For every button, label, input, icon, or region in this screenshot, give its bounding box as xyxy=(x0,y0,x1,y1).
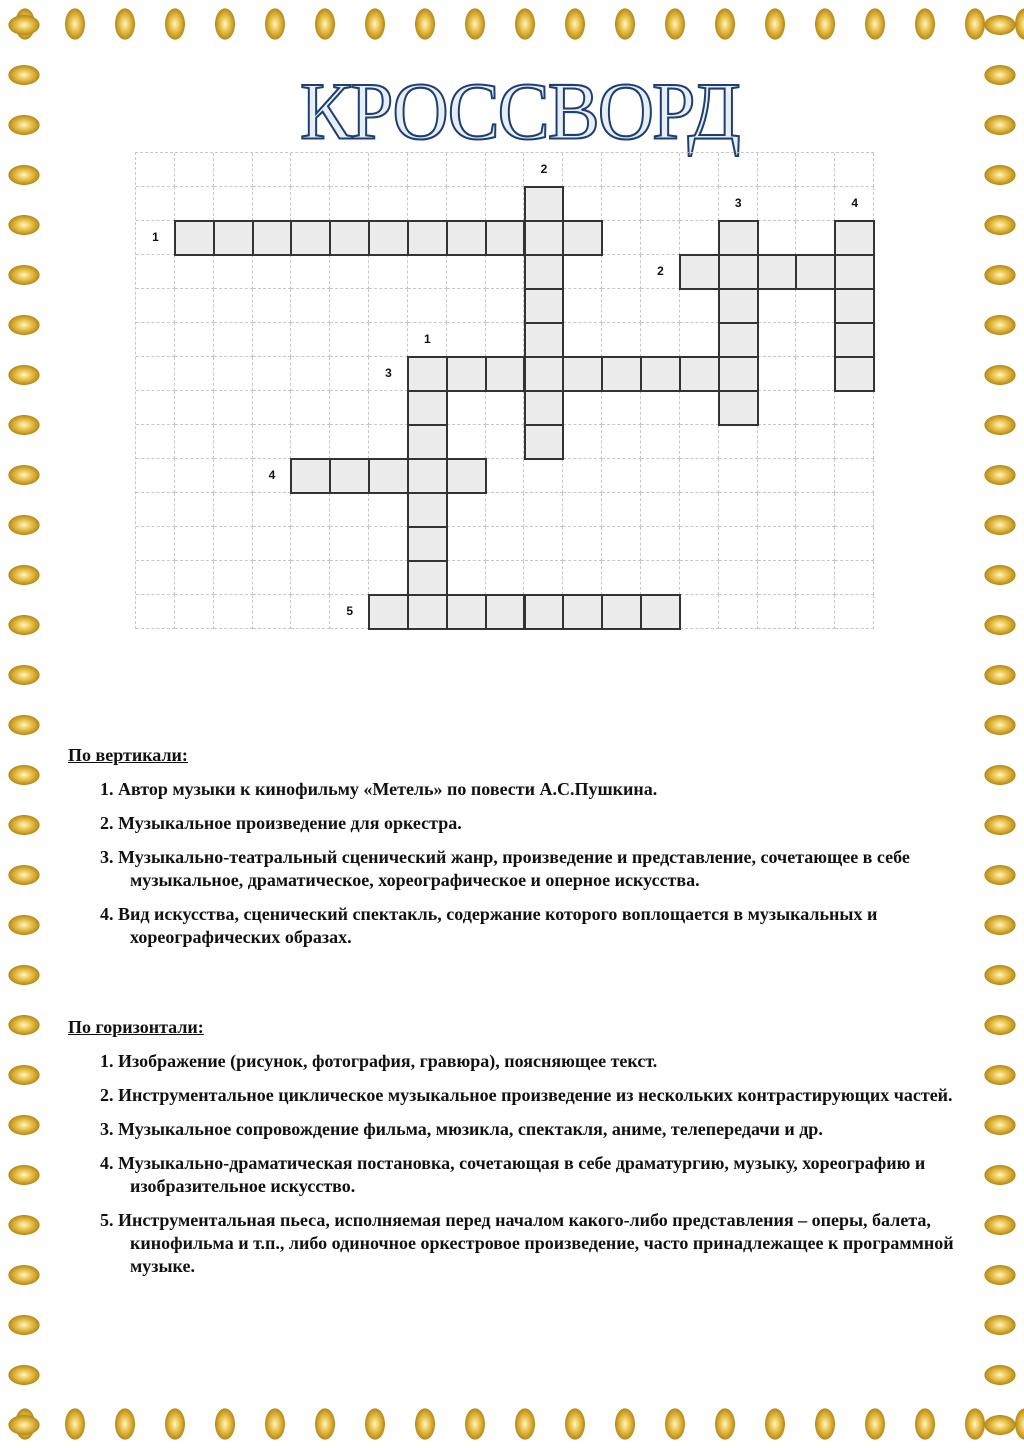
grid-background-cell xyxy=(602,255,641,289)
grid-background-cell xyxy=(563,187,602,221)
answer-cell[interactable] xyxy=(757,254,798,290)
answer-cell[interactable] xyxy=(407,356,448,392)
grid-background-cell xyxy=(602,459,641,493)
grid-background-cell xyxy=(758,187,797,221)
grid-background-cell xyxy=(408,255,447,289)
answer-cell[interactable] xyxy=(834,288,875,324)
grid-background-cell xyxy=(136,595,175,629)
grid-background-cell xyxy=(525,459,564,493)
grid-background-cell xyxy=(680,425,719,459)
grid-background-cell xyxy=(447,425,486,459)
grid-background-cell xyxy=(680,595,719,629)
grid-background-cell xyxy=(719,493,758,527)
grid-background-cell xyxy=(175,323,214,357)
grid-background-cell xyxy=(253,425,292,459)
grid-background-cell xyxy=(680,561,719,595)
answer-cell[interactable] xyxy=(834,322,875,358)
answer-cell[interactable] xyxy=(407,390,448,426)
grid-background-cell xyxy=(253,561,292,595)
answer-cell[interactable] xyxy=(407,560,448,596)
answer-cell[interactable] xyxy=(524,322,565,358)
across-clue-2: 2. Инструментальное циклическое музыкальное произведение из нескольких контрастирующих частей. xyxy=(100,1085,953,1105)
grid-background-cell xyxy=(214,561,253,595)
grid-background-cell xyxy=(214,527,253,561)
grid-background-cell xyxy=(796,459,835,493)
grid-background-cell xyxy=(641,391,680,425)
answer-cell[interactable] xyxy=(834,356,875,392)
grid-background-cell xyxy=(175,153,214,187)
answer-cell[interactable] xyxy=(524,220,565,256)
answer-cell[interactable] xyxy=(329,458,370,494)
grid-background-cell xyxy=(602,391,641,425)
answer-cell[interactable] xyxy=(329,220,370,256)
grid-background-cell xyxy=(719,561,758,595)
grid-background-cell xyxy=(758,459,797,493)
grid-background-cell xyxy=(175,527,214,561)
grid-background-cell xyxy=(369,493,408,527)
grid-background-cell xyxy=(253,595,292,629)
answer-cell[interactable] xyxy=(407,492,448,528)
grid-background-cell xyxy=(330,425,369,459)
answer-cell[interactable] xyxy=(368,220,409,256)
grid-background-cell xyxy=(680,153,719,187)
grid-background-cell xyxy=(796,493,835,527)
crossword-grid xyxy=(135,152,874,629)
down-clue-3: 3. Музыкально-театральный сценический жанр, произведение и представление, сочетающее в себе музыкальное, драматическое, хореографическое и оперное искусства. xyxy=(100,847,910,890)
gold-frame-top xyxy=(0,0,1024,48)
grid-background-cell xyxy=(369,153,408,187)
grid-background-cell xyxy=(136,187,175,221)
answer-cell[interactable] xyxy=(407,594,448,630)
clue-number-across-3: 3 xyxy=(385,366,392,380)
grid-background-cell xyxy=(175,425,214,459)
grid-background-cell xyxy=(758,153,797,187)
answer-cell[interactable] xyxy=(718,254,759,290)
grid-background-cell xyxy=(796,289,835,323)
grid-background-cell xyxy=(330,153,369,187)
grid-background-cell xyxy=(641,493,680,527)
answer-cell[interactable] xyxy=(213,220,254,256)
grid-background-cell xyxy=(369,425,408,459)
grid-background-cell xyxy=(175,391,214,425)
grid-background-cell xyxy=(758,323,797,357)
down-clue-4: 4. Вид искусства, сценический спектакль, содержание которого воплощается в музыкальных и хореографических образах. xyxy=(100,904,878,947)
grid-background-cell xyxy=(214,425,253,459)
clue-number-down-3: 3 xyxy=(734,196,742,210)
grid-background-cell xyxy=(369,323,408,357)
answer-cell[interactable] xyxy=(485,594,526,630)
answer-cell[interactable] xyxy=(407,220,448,256)
answer-cell[interactable] xyxy=(601,594,642,630)
grid-background-cell xyxy=(447,323,486,357)
grid-background-cell xyxy=(525,561,564,595)
grid-background-cell xyxy=(253,323,292,357)
grid-background-cell xyxy=(796,527,835,561)
grid-background-cell xyxy=(486,187,525,221)
clue-number-down-4: 4 xyxy=(851,196,859,210)
page-title: КРОССВОРД xyxy=(300,64,739,157)
grid-background-cell xyxy=(369,391,408,425)
answer-cell[interactable] xyxy=(524,186,565,222)
clue-number-across-2: 2 xyxy=(657,264,664,278)
grid-background-cell xyxy=(563,425,602,459)
down-clues xyxy=(68,744,958,960)
down-clue-2: 2. Музыкальное произведение для оркестра. xyxy=(100,813,462,833)
clue-number-across-4: 4 xyxy=(268,468,276,482)
grid-background-cell xyxy=(563,459,602,493)
answer-cell[interactable] xyxy=(562,220,603,256)
grid-background-cell xyxy=(291,323,330,357)
grid-background-cell xyxy=(253,187,292,221)
grid-background-cell xyxy=(214,357,253,391)
grid-background-cell xyxy=(136,459,175,493)
answer-cell[interactable] xyxy=(524,594,565,630)
grid-background-cell xyxy=(291,255,330,289)
answer-cell[interactable] xyxy=(562,594,603,630)
grid-background-cell xyxy=(486,255,525,289)
grid-background-cell xyxy=(641,459,680,493)
grid-background-cell xyxy=(758,357,797,391)
gold-frame-bottom xyxy=(0,1400,1024,1448)
answer-cell[interactable] xyxy=(446,220,487,256)
answer-cell[interactable] xyxy=(834,220,875,256)
answer-cell[interactable] xyxy=(174,220,215,256)
across-clue-3: 3. Музыкальное сопровождение фильма, мюзикла, спектакля, аниме, телепередачи и др. xyxy=(100,1119,823,1139)
grid-background-cell xyxy=(796,357,835,391)
grid-background-cell xyxy=(175,459,214,493)
answer-cell[interactable] xyxy=(562,356,603,392)
grid-background-cell xyxy=(758,425,797,459)
across-heading: По горизонтали: xyxy=(68,1017,204,1037)
clue-number-across-5: 5 xyxy=(346,604,354,618)
grid-background-cell xyxy=(330,493,369,527)
grid-background-cell xyxy=(486,289,525,323)
answer-cell[interactable] xyxy=(834,254,875,290)
grid-background-cell xyxy=(369,561,408,595)
grid-background-cell xyxy=(758,527,797,561)
grid-background-cell xyxy=(602,493,641,527)
grid-background-cell xyxy=(758,561,797,595)
grid-background-cell xyxy=(680,187,719,221)
answer-cell[interactable] xyxy=(524,254,565,290)
grid-background-cell xyxy=(291,425,330,459)
grid-background-cell xyxy=(680,459,719,493)
grid-background-cell xyxy=(835,527,874,561)
grid-background-cell xyxy=(602,289,641,323)
grid-background-cell xyxy=(291,153,330,187)
grid-background-cell xyxy=(330,187,369,221)
grid-background-cell xyxy=(486,527,525,561)
answer-cell[interactable] xyxy=(407,526,448,562)
answer-cell[interactable] xyxy=(368,458,409,494)
grid-background-cell xyxy=(447,493,486,527)
grid-background-cell xyxy=(330,289,369,323)
grid-background-cell xyxy=(175,357,214,391)
grid-background-cell xyxy=(563,527,602,561)
grid-background-cell xyxy=(796,425,835,459)
grid-background-cell xyxy=(758,595,797,629)
grid-background-cell xyxy=(369,187,408,221)
grid-background-cell xyxy=(253,493,292,527)
grid-background-cell xyxy=(641,561,680,595)
grid-background-cell xyxy=(214,255,253,289)
grid-background-cell xyxy=(214,289,253,323)
answer-cell[interactable] xyxy=(795,254,836,290)
grid-background-cell xyxy=(136,391,175,425)
grid-background-cell xyxy=(796,323,835,357)
down-heading: По вертикали: xyxy=(68,745,188,765)
grid-background-cell xyxy=(486,561,525,595)
grid-background-cell xyxy=(835,425,874,459)
grid-background-cell xyxy=(214,595,253,629)
grid-background-cell xyxy=(175,187,214,221)
grid-background-cell xyxy=(719,527,758,561)
grid-background-cell xyxy=(330,323,369,357)
grid-background-cell xyxy=(369,255,408,289)
grid-background-cell xyxy=(758,221,797,255)
clue-number-down-1: 1 xyxy=(424,332,431,346)
grid-background-cell xyxy=(835,459,874,493)
answer-cell[interactable] xyxy=(679,356,720,392)
grid-background-cell xyxy=(563,493,602,527)
answer-cell[interactable] xyxy=(679,254,720,290)
grid-background-cell xyxy=(136,425,175,459)
grid-background-cell xyxy=(641,153,680,187)
grid-background-cell xyxy=(330,357,369,391)
grid-background-cell xyxy=(758,493,797,527)
answer-cell[interactable] xyxy=(718,220,759,256)
grid-background-cell xyxy=(291,493,330,527)
grid-background-cell xyxy=(291,527,330,561)
answer-cell[interactable] xyxy=(718,390,759,426)
answer-cell[interactable] xyxy=(252,220,293,256)
grid-background-cell xyxy=(835,153,874,187)
grid-background-cell xyxy=(486,391,525,425)
grid-background-cell xyxy=(175,289,214,323)
grid-background-cell xyxy=(175,561,214,595)
grid-background-cell xyxy=(253,527,292,561)
answer-cell[interactable] xyxy=(290,458,331,494)
grid-background-cell xyxy=(486,493,525,527)
answer-cell[interactable] xyxy=(485,220,526,256)
grid-background-cell xyxy=(136,323,175,357)
grid-background-cell xyxy=(253,255,292,289)
grid-background-cell xyxy=(680,527,719,561)
grid-background-cell xyxy=(719,595,758,629)
grid-background-cell xyxy=(680,289,719,323)
grid-background-cell xyxy=(369,289,408,323)
grid-background-cell xyxy=(758,391,797,425)
answer-cell[interactable] xyxy=(524,390,565,426)
grid-background-cell xyxy=(291,391,330,425)
grid-background-cell xyxy=(330,561,369,595)
grid-background-cell xyxy=(447,289,486,323)
grid-background-cell xyxy=(330,527,369,561)
grid-background-cell xyxy=(563,391,602,425)
grid-background-cell xyxy=(253,289,292,323)
grid-background-cell xyxy=(136,561,175,595)
answer-cell[interactable] xyxy=(524,356,565,392)
grid-background-cell xyxy=(719,459,758,493)
grid-background-cell xyxy=(835,561,874,595)
grid-background-cell xyxy=(136,357,175,391)
answer-cell[interactable] xyxy=(407,458,448,494)
grid-background-cell xyxy=(136,527,175,561)
grid-background-cell xyxy=(486,323,525,357)
grid-background-cell xyxy=(796,221,835,255)
grid-background-cell xyxy=(796,153,835,187)
answer-cell[interactable] xyxy=(640,594,681,630)
answer-cell[interactable] xyxy=(524,288,565,324)
grid-background-cell xyxy=(214,459,253,493)
grid-background-cell xyxy=(602,561,641,595)
clue-number-across-1: 1 xyxy=(152,230,159,244)
grid-background-cell xyxy=(291,561,330,595)
grid-background-cell xyxy=(486,153,525,187)
grid-background-cell xyxy=(136,255,175,289)
grid-background-cell xyxy=(214,153,253,187)
answer-cell[interactable] xyxy=(718,322,759,358)
grid-background-cell xyxy=(602,425,641,459)
gold-frame-left xyxy=(0,0,48,1448)
across-clues xyxy=(68,1016,958,1289)
grid-background-cell xyxy=(136,153,175,187)
grid-background-cell xyxy=(641,527,680,561)
grid-background-cell xyxy=(719,153,758,187)
grid-background-cell xyxy=(680,323,719,357)
grid-background-cell xyxy=(758,289,797,323)
grid-background-cell xyxy=(253,153,292,187)
grid-background-cell xyxy=(175,493,214,527)
answer-cell[interactable] xyxy=(446,458,487,494)
grid-background-cell xyxy=(796,391,835,425)
grid-background-cell xyxy=(602,527,641,561)
clue-number-down-2: 2 xyxy=(540,162,548,176)
answer-cell[interactable] xyxy=(601,356,642,392)
grid-background-cell xyxy=(291,595,330,629)
grid-background-cell xyxy=(563,561,602,595)
grid-background-cell xyxy=(447,255,486,289)
answer-cell[interactable] xyxy=(640,356,681,392)
grid-background-cell xyxy=(796,595,835,629)
grid-background-cell xyxy=(680,391,719,425)
grid-background-cell xyxy=(602,323,641,357)
grid-background-cell xyxy=(291,289,330,323)
grid-background-cell xyxy=(835,391,874,425)
grid-background-cell xyxy=(447,561,486,595)
answer-cell[interactable] xyxy=(446,356,487,392)
gold-frame-right xyxy=(976,0,1024,1448)
answer-cell[interactable] xyxy=(290,220,331,256)
grid-background-cell xyxy=(525,493,564,527)
grid-background-cell xyxy=(835,493,874,527)
grid-background-cell xyxy=(680,221,719,255)
answer-cell[interactable] xyxy=(446,594,487,630)
grid-background-cell xyxy=(602,187,641,221)
answer-cell[interactable] xyxy=(718,356,759,392)
grid-background-cell xyxy=(486,425,525,459)
answer-cell[interactable] xyxy=(368,594,409,630)
grid-background-cell xyxy=(563,323,602,357)
grid-background-cell xyxy=(796,187,835,221)
grid-background-cell xyxy=(447,527,486,561)
across-clue-4: 4. Музыкально-драматическая постановка, сочетающая в себе драматургию, музыку, хореографию и изобразительное искусство. xyxy=(100,1153,926,1196)
grid-background-cell xyxy=(563,153,602,187)
grid-background-cell xyxy=(330,391,369,425)
grid-background-cell xyxy=(447,391,486,425)
grid-background-cell xyxy=(214,187,253,221)
grid-background-cell xyxy=(408,187,447,221)
answer-cell[interactable] xyxy=(524,424,565,460)
grid-background-cell xyxy=(602,153,641,187)
grid-background-cell xyxy=(214,493,253,527)
grid-background-cell xyxy=(680,493,719,527)
grid-background-cell xyxy=(369,527,408,561)
grid-background-cell xyxy=(253,391,292,425)
grid-background-cell xyxy=(253,357,292,391)
grid-background-cell xyxy=(291,187,330,221)
grid-background-cell xyxy=(408,153,447,187)
grid-background-cell xyxy=(486,459,525,493)
grid-background-cell xyxy=(602,221,641,255)
grid-background-cell xyxy=(563,289,602,323)
grid-background-cell xyxy=(525,527,564,561)
grid-background-cell xyxy=(214,391,253,425)
grid-background-cell xyxy=(136,289,175,323)
down-clue-1: 1. Автор музыки к кинофильму «Метель» по повести А.С.Пушкина. xyxy=(100,779,658,799)
grid-background-cell xyxy=(447,153,486,187)
grid-background-cell xyxy=(175,255,214,289)
grid-background-cell xyxy=(214,323,253,357)
grid-background-cell xyxy=(408,289,447,323)
across-clue-5: 5. Инструментальная пьеса, исполняемая перед началом какого-либо представления – оперы, балета, кинофильма и т.п., либо одиночное оркестровое произведение, часто принадлежащее к программной музыке. xyxy=(100,1210,954,1276)
grid-background-cell xyxy=(641,425,680,459)
answer-cell[interactable] xyxy=(718,288,759,324)
across-clue-1: 1. Изображение (рисунок, фотография, гравюра), поясняющее текст. xyxy=(100,1051,658,1071)
grid-background-cell xyxy=(563,255,602,289)
grid-background-cell xyxy=(641,289,680,323)
grid-background-cell xyxy=(136,493,175,527)
grid-background-cell xyxy=(175,595,214,629)
grid-background-cell xyxy=(796,561,835,595)
grid-background-cell xyxy=(447,187,486,221)
grid-background-cell xyxy=(835,595,874,629)
answer-cell[interactable] xyxy=(485,356,526,392)
answer-cell[interactable] xyxy=(407,424,448,460)
grid-background-cell xyxy=(719,425,758,459)
grid-background-cell xyxy=(330,255,369,289)
grid-background-cell xyxy=(641,221,680,255)
grid-background-cell xyxy=(291,357,330,391)
grid-background-cell xyxy=(641,187,680,221)
grid-background-cell xyxy=(641,323,680,357)
